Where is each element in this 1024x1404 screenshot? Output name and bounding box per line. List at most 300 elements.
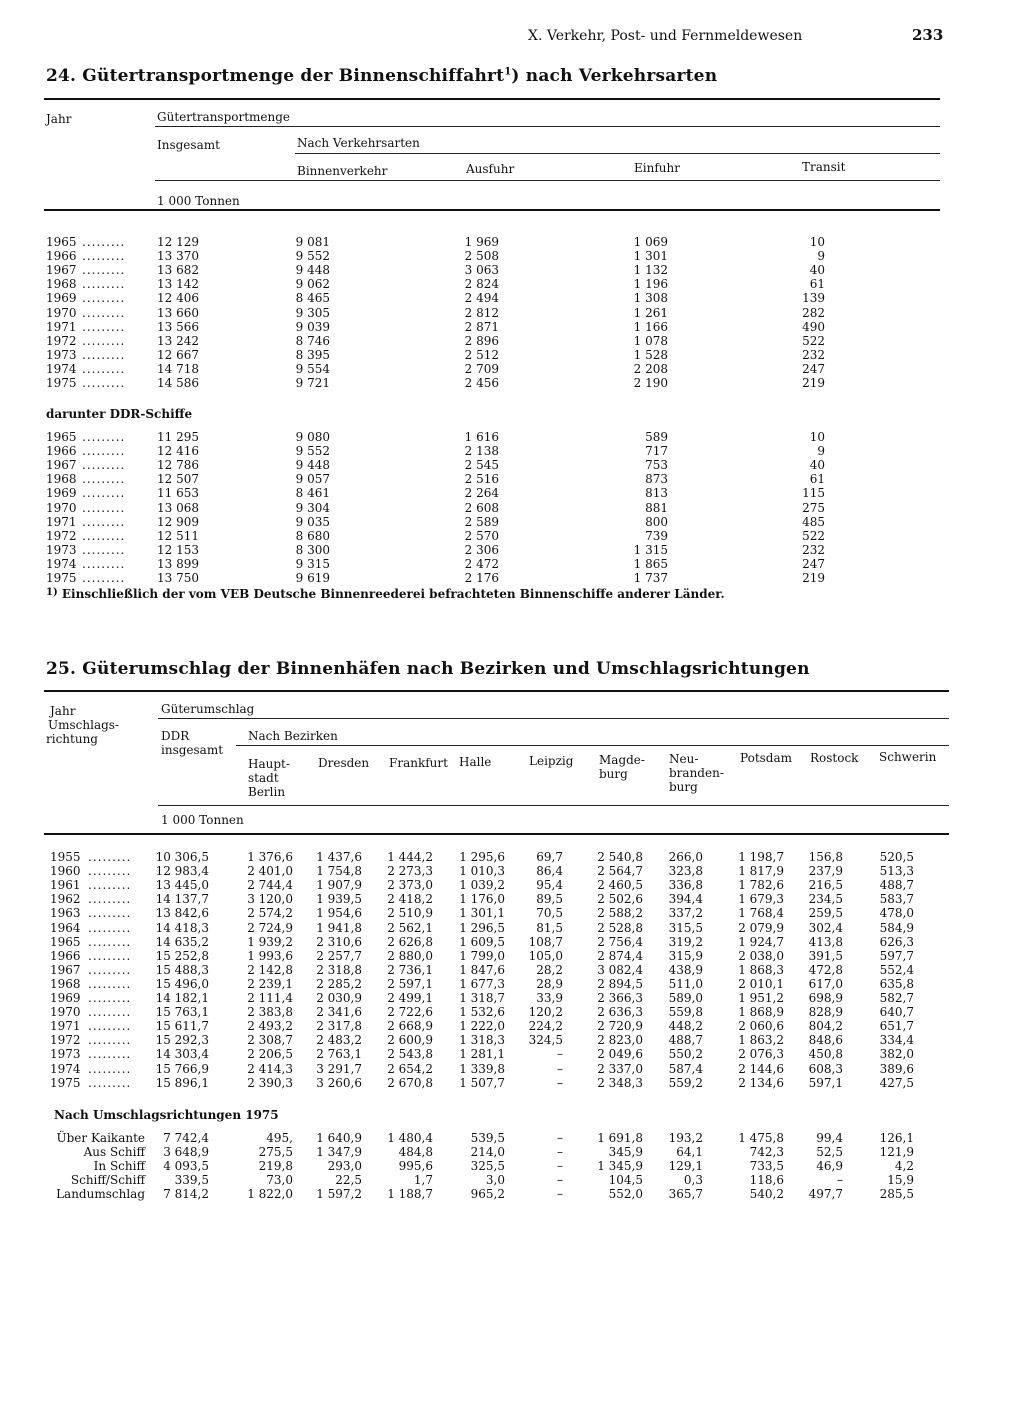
t24-header-bottom-rule [44,209,940,211]
cell-value: 1 222,0 [459,1019,505,1034]
t25-header-neubrandenburg-line3: burg [669,780,698,794]
cell-value: 219 [802,571,825,585]
table-row [0,906,1024,920]
t25-header-berlin-line3: Berlin [248,785,286,799]
cell-value: 1 281,1 [459,1047,505,1062]
cell-value: 552,0 [608,1187,643,1202]
table-row [0,1159,1024,1173]
leader-dots: ......... [88,1061,132,1076]
cell-value: 104,5 [608,1173,643,1188]
cell-value: 382,0 [879,1047,914,1062]
row-label: 1972 [50,1033,81,1048]
cell-value: 219 [802,376,825,390]
leader-dots: ......... [88,962,132,977]
table-24-title-text: 24. Gütertransportmenge der Binnenschiffahrt [46,66,505,86]
cell-value: 2 545 [464,458,499,473]
cell-value: 40 [809,263,825,278]
cell-value: 2 874,4 [597,948,643,963]
row-label: 1973 [46,542,77,557]
cell-value: 2 414,3 [247,1061,293,1076]
cell-value: 427,5 [879,1075,914,1090]
leader-dots: ......... [88,948,132,963]
cell-value: – [557,1145,563,1160]
cell-value: 302,4 [808,920,843,935]
cell-value: 1 799,0 [459,948,505,963]
cell-value: 13 566 [157,319,199,334]
leader-dots: ......... [82,376,126,390]
t25-header-leipzig: Leipzig [529,754,574,768]
cell-value: 2 894,5 [597,976,643,991]
leader-dots: ......... [82,556,126,571]
cell-value: 3 063 [464,263,499,278]
cell-value: 2 030,9 [316,991,362,1005]
cell-value: 2 134,6 [738,1075,784,1090]
cell-value: 2 337,0 [597,1061,643,1076]
cell-value: 232 [802,347,825,362]
cell-value: 15 896,1 [155,1075,209,1090]
table-row [0,1131,1024,1145]
t25-rule-2 [236,745,949,746]
table-row [0,306,1024,320]
row-label: 1965 [46,235,77,249]
cell-value: 2 341,6 [316,1005,362,1020]
cell-value: 413,8 [808,934,843,949]
cell-value: 2 144,6 [738,1061,784,1076]
table-row [0,935,1024,949]
t25-header-jahr-line1: Jahr [50,704,76,718]
cell-value: 4 093,5 [163,1159,209,1174]
t25-header-jahr-line3: richtung [46,732,98,746]
cell-value: 1 847,6 [459,962,505,977]
cell-value: 214,0 [470,1145,505,1160]
cell-value: 2 824 [464,277,499,292]
cell-value: 9 448 [295,263,330,278]
cell-value: 733,5 [749,1159,784,1174]
cell-value: 4,2 [894,1159,914,1174]
table-row [0,977,1024,991]
cell-value: 511,0 [668,976,703,991]
cell-value: 2 079,9 [738,920,784,935]
cell-value: 232 [802,542,825,557]
cell-value: 1 480,4 [387,1131,433,1145]
cell-value: 15 763,1 [155,1005,209,1020]
cell-value: 1 532,6 [459,1005,505,1020]
cell-value: 1 176,0 [459,892,505,907]
cell-value: 717 [645,444,668,459]
cell-value: 2 736,1 [387,962,433,977]
cell-value: 582,7 [879,991,914,1005]
row-label: 1972 [46,528,77,543]
cell-value: 2 540,8 [597,850,643,864]
t24-header-insgesamt: Insgesamt [157,138,220,152]
cell-value: 2 390,3 [247,1075,293,1090]
table-row [0,458,1024,472]
cell-value: 336,8 [668,878,703,893]
cell-value: 2 608 [464,500,499,515]
table-row [0,1047,1024,1061]
table-24-top-rule [44,98,940,100]
cell-value: 522 [802,528,825,543]
cell-value: 2 273,3 [387,864,433,879]
leader-dots: ......... [82,528,126,543]
cell-value: 559,8 [668,1005,703,1020]
cell-value: 282 [802,305,825,320]
cell-value: 2 562,1 [387,920,433,935]
row-label: Landumschlag [56,1187,145,1202]
leader-dots: ......... [82,347,126,362]
row-label: 1975 [46,571,77,585]
cell-value: 742,3 [749,1145,784,1160]
cell-value: 651,7 [879,1019,914,1034]
table-row [0,277,1024,291]
cell-value: 608,3 [808,1061,843,1076]
leader-dots: ......... [82,458,126,473]
cell-value: – [557,1159,563,1174]
cell-value: 12 511 [157,528,199,543]
row-label: 1970 [46,305,77,320]
leader-dots: ......... [88,934,132,949]
cell-value: 520,5 [879,850,914,864]
cell-value: 478,0 [879,906,914,921]
cell-value: 8 300 [295,542,330,557]
cell-value: 617,0 [808,976,843,991]
cell-value: 2 308,7 [247,1033,293,1048]
leader-dots: ......... [82,333,126,348]
table-row [0,472,1024,486]
table-row [0,486,1024,500]
t25-header-nach: Nach Bezirken [248,729,338,743]
cell-value: 14 718 [157,361,199,376]
leader-dots: ......... [82,444,126,459]
cell-value: – [557,1187,563,1202]
cell-value: 2 512 [464,347,499,362]
cell-value: 2 722,6 [387,1005,433,1020]
cell-value: 2 564,7 [597,864,643,879]
cell-value: 2 709 [464,361,499,376]
cell-value: 1 345,9 [597,1159,643,1174]
cell-value: 589,0 [668,991,703,1005]
cell-value: 13 899 [157,556,199,571]
cell-value: 2 812 [464,305,499,320]
leader-dots: ......... [88,878,132,893]
cell-value: 275,5 [258,1145,293,1160]
cell-value: 2 366,3 [597,991,643,1005]
cell-value: 8 680 [295,528,330,543]
t25-header-rostock: Rostock [810,751,859,765]
t24-header-ausfuhr: Ausfuhr [466,162,515,176]
cell-value: 219,8 [258,1159,293,1174]
cell-value: 539,5 [470,1131,505,1145]
row-label: 1966 [46,249,77,264]
cell-value: – [557,1075,563,1090]
cell-value: 3,0 [485,1173,505,1188]
t25-sub-label: Nach Umschlagsrichtungen 1975 [54,1108,279,1122]
table-row [0,1187,1024,1201]
t24-unit: 1 000 Tonnen [157,194,240,208]
cell-value: 488,7 [879,878,914,893]
t24-rule-3 [155,180,940,181]
cell-value: 1 863,2 [738,1033,784,1048]
row-label: 1966 [50,948,81,963]
cell-value: 2 285,2 [316,976,362,991]
cell-value: 9 081 [295,235,330,249]
cell-value: 1,7 [413,1173,433,1188]
cell-value: 8 746 [295,333,330,348]
table-row [0,543,1024,557]
cell-value: 800 [645,514,668,529]
cell-value: 2 543,8 [387,1047,433,1062]
leader-dots: ......... [82,263,126,278]
cell-value: 22,5 [335,1173,362,1188]
cell-value: 848,6 [808,1033,843,1048]
cell-value: 484,8 [398,1145,433,1160]
table-24-title [46,66,717,86]
cell-value: 584,9 [879,920,914,935]
cell-value: 1 444,2 [387,850,433,864]
cell-value: 472,8 [808,962,843,977]
table-row [0,1033,1024,1047]
cell-value: 2 456 [464,376,499,390]
t25-header-frankfurt: Frankfurt [389,756,448,770]
cell-value: 753 [645,458,668,473]
leader-dots: ......... [88,850,132,864]
cell-value: 597,7 [879,948,914,963]
row-label: 1974 [46,556,77,571]
table-row [0,529,1024,543]
cell-value: 1 132 [633,263,668,278]
cell-value: 3 120,0 [247,892,293,907]
cell-value: 589 [645,430,668,444]
cell-value: 139 [802,291,825,306]
cell-value: 2 626,8 [387,934,433,949]
cell-value: 129,1 [668,1159,703,1174]
row-label: 1967 [46,263,77,278]
t24-rule-2 [295,153,940,154]
cell-value: 1 597,2 [316,1187,362,1202]
cell-value: 1 640,9 [316,1131,362,1145]
cell-value: 1 196 [633,277,668,292]
cell-value: 28,9 [536,976,563,991]
row-label: 1961 [50,878,81,893]
t25-header-halle: Halle [459,755,492,769]
cell-value: 597,1 [808,1075,843,1090]
cell-value: 33,9 [536,991,563,1005]
cell-value: 2 600,9 [387,1033,433,1048]
leader-dots: ......... [82,235,126,249]
cell-value: 1 475,8 [738,1131,784,1145]
cell-value: 2 010,1 [738,976,784,991]
row-label: 1969 [46,486,77,501]
table-row [0,1005,1024,1019]
t24-header-einfuhr: Einfuhr [634,161,680,175]
cell-value: 1 376,6 [247,850,293,864]
leader-dots: ......... [88,1047,132,1062]
cell-value: 9 [817,249,825,264]
cell-value: 12 416 [157,444,199,459]
table-row [0,864,1024,878]
cell-value: 2 896 [464,333,499,348]
cell-value: 995,6 [398,1159,433,1174]
cell-value: 1 939,2 [247,934,293,949]
cell-value: 315,9 [668,948,703,963]
table-row [0,515,1024,529]
t25-header-jahr [46,704,119,746]
cell-value: 10 [809,430,825,444]
cell-value: 15 611,7 [155,1019,209,1034]
row-label: Schiff/Schiff [70,1173,145,1188]
row-label: 1970 [50,1005,81,1020]
cell-value: 583,7 [879,892,914,907]
cell-value: 552,4 [879,962,914,977]
cell-value: 2 310,6 [316,934,362,949]
cell-value: 28,2 [536,962,563,977]
leader-dots: ......... [88,920,132,935]
leader-dots: ......... [82,472,126,487]
cell-value: 1 817,9 [738,864,784,879]
running-title: X. Verkehr, Post- und Fernmeldewesen [528,28,803,44]
table-25-top-rule [44,690,949,692]
table-row [0,1145,1024,1159]
cell-value: 1 069 [633,235,668,249]
cell-value: 2 142,8 [247,962,293,977]
cell-value: 105,0 [528,948,563,963]
cell-value: – [557,1047,563,1062]
row-label: 1969 [46,291,77,306]
cell-value: 1 679,3 [738,892,784,907]
cell-value: 12 406 [157,291,199,306]
cell-value: 2 306 [464,542,499,557]
row-label: 1974 [46,361,77,376]
cell-value: 12 983,4 [155,864,209,879]
cell-value: 325,5 [470,1159,505,1174]
leader-dots: ......... [88,892,132,907]
cell-value: 2 636,3 [597,1005,643,1020]
row-label: 1965 [50,934,81,949]
row-label: 1973 [50,1047,81,1062]
cell-value: 626,3 [879,934,914,949]
cell-value: 2 483,2 [316,1033,362,1048]
t25-header-potsdam: Potsdam [740,751,793,765]
cell-value: 11 653 [157,486,199,501]
cell-value: 12 507 [157,472,199,487]
cell-value: 9 080 [295,430,330,444]
cell-value: 488,7 [668,1033,703,1048]
leader-dots: ......... [82,319,126,334]
cell-value: 9 552 [295,444,330,459]
cell-value: 2 763,1 [316,1047,362,1062]
cell-value: 2 871 [464,319,499,334]
cell-value: 40 [809,458,825,473]
cell-value: 7 814,2 [163,1187,209,1202]
cell-value: 2 528,8 [597,920,643,935]
cell-value: 1 868,9 [738,1005,784,1020]
leader-dots: ......... [82,291,126,306]
leader-dots: ......... [88,864,132,879]
cell-value: 389,6 [879,1061,914,1076]
cell-value: 13 370 [157,249,199,264]
cell-value: 9 062 [295,277,330,292]
cell-value: 14 137,7 [155,892,209,907]
cell-value: 1 301 [633,249,668,264]
table-row [0,878,1024,892]
cell-value: 9 554 [295,361,330,376]
t25-header-bottom-rule [44,833,949,835]
cell-value: 11 295 [157,430,199,444]
table-row [0,291,1024,305]
cell-value: 12 909 [157,514,199,529]
cell-value: 14 635,2 [155,934,209,949]
cell-value: 1 768,4 [738,906,784,921]
row-label: 1955 [50,850,81,864]
row-label: 1967 [50,962,81,977]
cell-value: 15 766,9 [155,1061,209,1076]
row-label: 1974 [50,1061,81,1076]
cell-value: 12 129 [157,235,199,249]
cell-value: 319,2 [668,934,703,949]
cell-value: 2 208 [633,361,668,376]
cell-value: 873 [645,472,668,487]
cell-value: 193,2 [668,1131,703,1145]
t25-header-dresden: Dresden [318,756,370,770]
cell-value: 495, [266,1131,293,1145]
cell-value: 2 720,9 [597,1019,643,1034]
cell-value: 1 039,2 [459,878,505,893]
t25-header-neubrandenburg-line1: Neu- [669,752,699,766]
cell-value: 365,7 [668,1187,703,1202]
table-row [0,1019,1024,1033]
leader-dots: ......... [82,277,126,292]
cell-value: 334,4 [879,1033,914,1048]
cell-value: 9 304 [295,500,330,515]
cell-value: 2 744,4 [247,878,293,893]
cell-value: 9 315 [295,556,330,571]
cell-value: 1 951,2 [738,991,784,1005]
cell-value: – [557,1061,563,1076]
cell-value: 550,2 [668,1047,703,1062]
leader-dots: ......... [88,1005,132,1020]
row-label: 1968 [46,472,77,487]
cell-value: 1 616 [464,430,499,444]
cell-value: 126,1 [879,1131,914,1145]
t25-rule-3 [158,805,949,806]
table-24-footnote-ref: 1 [504,66,512,78]
cell-value: 635,8 [879,976,914,991]
t24-footnote-mark: 1) [46,587,58,598]
cell-value: 1 868,3 [738,962,784,977]
cell-value: 234,5 [808,892,843,907]
t25-header-schwerin: Schwerin [879,750,937,764]
row-label: 1973 [46,347,77,362]
cell-value: 13 068 [157,500,199,515]
cell-value: 2 176 [464,571,499,585]
cell-value: 540,2 [749,1187,784,1202]
cell-value: 1 677,3 [459,976,505,991]
leader-dots: ......... [88,1033,132,1048]
row-label: 1972 [46,333,77,348]
cell-value: 13 445,0 [155,878,209,893]
row-label: 1971 [46,514,77,529]
row-label: 1975 [50,1075,81,1090]
page-number: 233 [912,26,944,44]
cell-value: 9 619 [295,571,330,585]
cell-value: 15 488,3 [155,962,209,977]
cell-value: 108,7 [528,934,563,949]
cell-value: 95,4 [536,878,563,893]
cell-value: 1 166 [633,319,668,334]
leader-dots: ......... [82,542,126,557]
t24-footnote-text: Einschließlich der vom VEB Deutsche Binnenreederei befrachteten Binnenschiffe anderer Länder. [61,587,725,601]
cell-value: 1 939,5 [316,892,362,907]
